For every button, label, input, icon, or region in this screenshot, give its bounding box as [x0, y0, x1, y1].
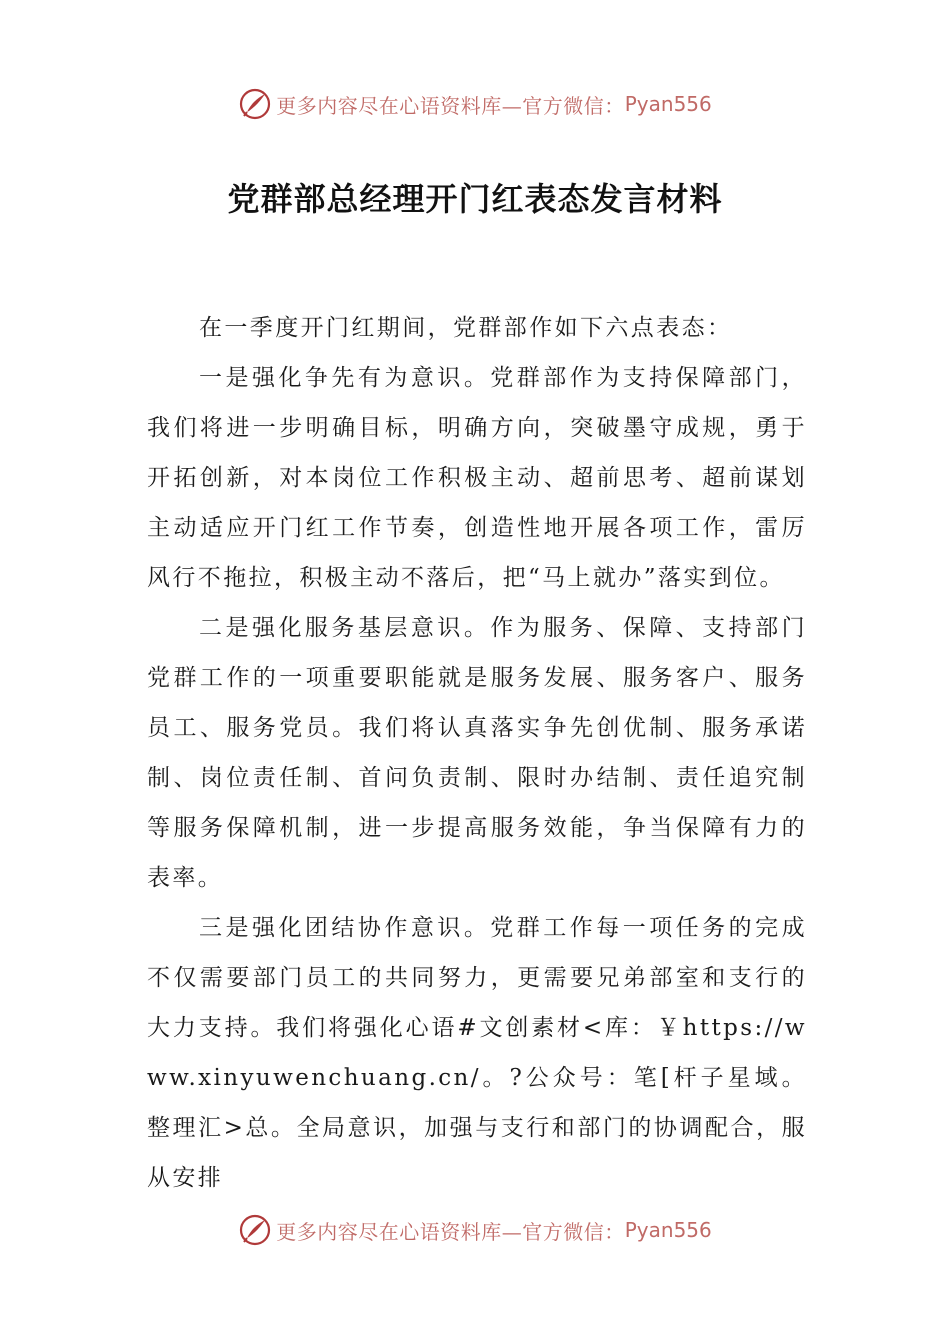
document-title: 党群部总经理开门红表态发言材料: [227, 180, 723, 218]
paragraph-third-point: 三是强化团结协作意识。党群工作每一项任务的完成不仅需要部门员工的共同努力，更需要兄弟部室和支行的大力支持。我们将强化心语#文创素材<库：￥https://www.xinyuwenchuang.cn/。?公众号：笔[杆子星域。整理汇>总。全局意识，加强与支行和部门的协调配合，服从安排: [147, 915, 807, 1191]
watermark-wechat-id: Pyan556: [624, 1218, 712, 1242]
paragraph-intro: 在一季度开门红期间，党群部作如下六点表态：: [199, 315, 733, 341]
footer-watermark-banner: [0, 1210, 950, 1250]
paragraph-first-point: 一是强化争先有为意识。党群部作为支持保障部门，我们将进一步明确目标，明确方向，突破墨守成规，勇于开拓创新，对本岗位工作积极主动、超前思考、超前谋划主动适应开门红工作节奏，创造性地开展各项工作，雷厉风行不拖拉，积极主动不落后，把“马上就办”落实到位。: [147, 365, 807, 591]
header-watermark-banner: [0, 84, 950, 124]
watermark-text: 更多内容尽在心语资料库—官方微信：: [276, 93, 625, 118]
quill-pen-logo-icon: [238, 87, 272, 121]
quill-pen-logo-icon: [238, 1213, 272, 1247]
paragraph-second-point: 二是强化服务基层意识。作为服务、保障、支持部门党群工作的一项重要职能就是服务发展、服务客户、服务员工、服务党员。我们将认真落实争先创优制、服务承诺制、岗位责任制、首问负责制、限时办结制、责任追究制等服务保障机制，进一步提高服务效能，争当保障有力的表率。: [147, 615, 807, 891]
document-body: [147, 303, 807, 1203]
watermark-wechat-id: Pyan556: [624, 92, 712, 116]
watermark-text: 更多内容尽在心语资料库—官方微信：: [276, 1219, 625, 1244]
